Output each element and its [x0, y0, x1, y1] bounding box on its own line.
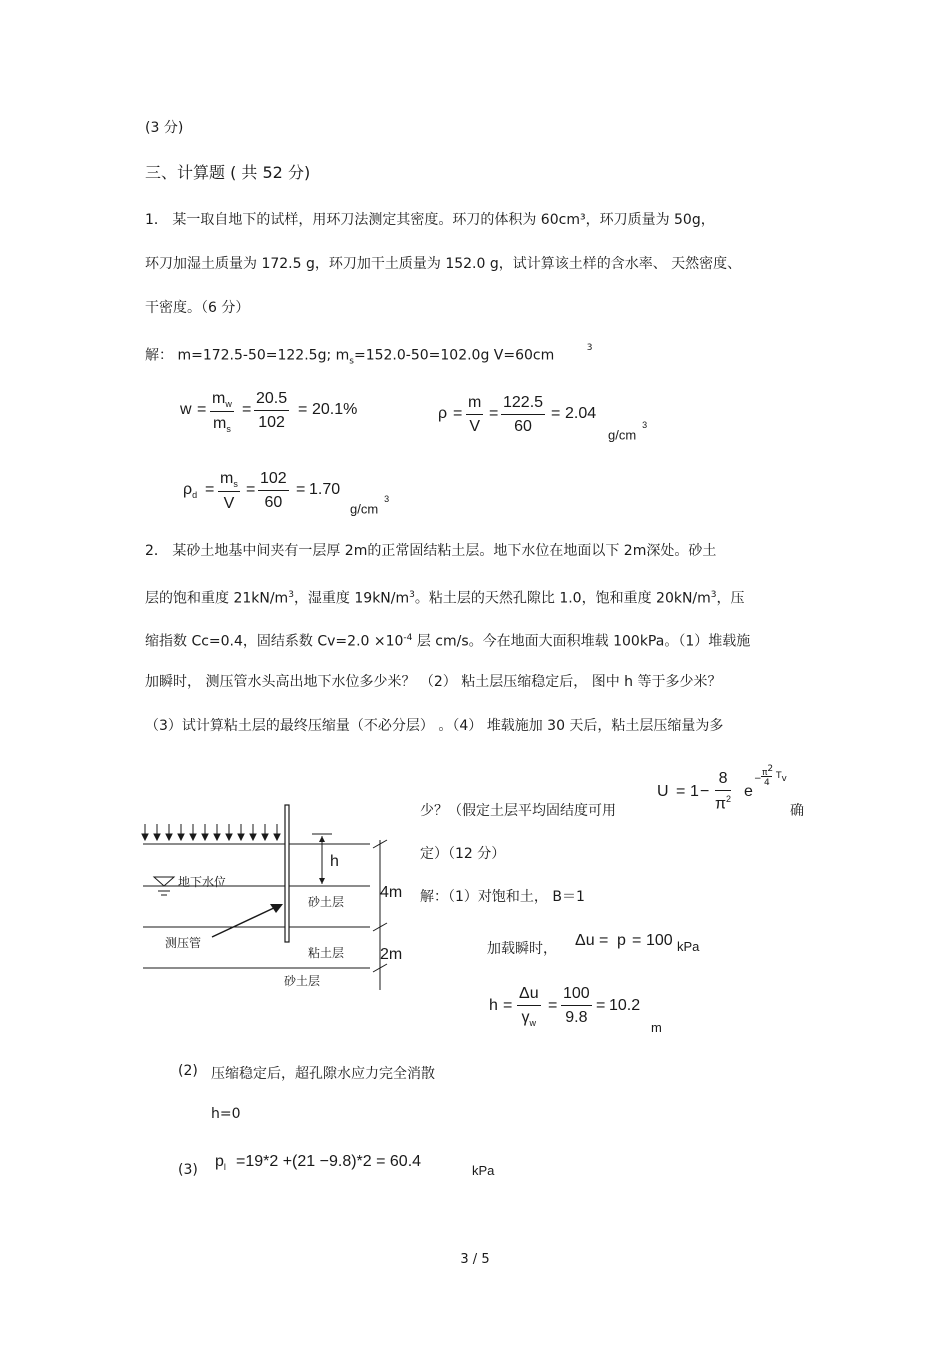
q2-line-5: （3）试计算粘土层的最终压缩量（不必分层） 。（4） 堆载施加 30 天后，粘土层压缩量为多 — [145, 718, 724, 734]
piezometer-tube — [285, 805, 289, 942]
q2-line-3: 缩指数 Cc=0.4，固结系数 $Cv=2.0 \times 10^{-4}$ 层 cm/s。今在地面大面积堆载 100kPa。（1）堆载施 — [145, 633, 751, 650]
q2-line-6-end: 确 — [790, 803, 804, 819]
U-exp-den: 4 — [764, 778, 770, 788]
h-fraction-2: $\frac{100}{9.8}$ — [563, 985, 590, 1026]
rho-lhs: ρ — [438, 405, 448, 422]
U-lhs: U — [657, 783, 669, 800]
q1-line-3: 干密度。（6 分） — [145, 300, 250, 316]
minus-sign: − — [754, 774, 762, 784]
q2-solution-1b: 加载瞬时， — [487, 941, 557, 957]
q2-line-1: 2． 某砂土地基中间夹有一层厚 2m的正常固结粘土层。地下水位在地面以下 2m深处。砂土 — [145, 543, 717, 559]
equals-sign: = — [197, 401, 207, 418]
diagram-h-label: h — [330, 853, 339, 870]
equals-sign: = — [676, 783, 686, 800]
equals-sign: = — [548, 997, 558, 1014]
part2-text: 压缩稳定后，超孔隙水应力完全消散 — [211, 1066, 435, 1082]
equals-sign: = — [632, 932, 642, 949]
p1-unit: kPa — [472, 1163, 495, 1178]
U-one: 1 — [690, 783, 699, 800]
upper-sand-label: 砂土层 — [308, 895, 345, 909]
q1-line-2: 环刀加湿土质量为 172.5 g，环刀加干土质量为 152.0 g，试计算该土样的含水率、 天然密度、 — [145, 256, 742, 272]
lower-sand-label: 砂土层 — [284, 974, 321, 988]
rhod-lhs: $\rho_d$ — [183, 481, 198, 501]
q2-line-7: 定）（12 分） — [420, 846, 506, 862]
U-e: e — [744, 783, 753, 800]
equals-sign: = — [596, 997, 606, 1014]
rho-fraction-2: $\frac{122.5}{60}$ — [503, 394, 544, 435]
w-fraction-1: $\frac{m_w}{m_s}$ — [212, 390, 232, 435]
du-unit: kPa — [677, 939, 700, 954]
w-lhs: w — [180, 401, 192, 418]
rhod-fraction-1: $\frac{m_s}{V}$ — [220, 470, 238, 513]
h-unit: m — [651, 1020, 662, 1035]
part2-h-zero: h=0 — [211, 1106, 241, 1122]
q1-solution-given — [145, 342, 593, 371]
q2-line-2: 层的饱和重度 $21kN/m^3$，湿重度 $19kN/m^3$。粘土层的天然孔隙比 1.0，饱和重度 $20kN/m^3$，压 — [145, 590, 745, 607]
equals-sign: = — [551, 405, 561, 422]
q1-sol-sup: 3 — [586, 343, 593, 353]
q1-sol-rest: =152.0-50=102.0g V=60cm — [353, 347, 555, 364]
piezometer-pointer — [212, 906, 278, 937]
U-fraction: $\frac{8}{\pi^2}$ — [715, 770, 732, 813]
du-mid: p — [617, 932, 626, 949]
minus-sign: − — [700, 783, 710, 800]
equals-sign: = — [298, 401, 308, 418]
soil-profile-diagram — [140, 800, 410, 995]
U-exp-num: $\pi^2$ — [762, 764, 774, 778]
p1-expression: =19*2 +(21 −9.8)*2 = 60.4 — [236, 1153, 422, 1170]
equals-sign: = — [246, 481, 256, 498]
U-exp-t: $T_v$ — [776, 771, 787, 784]
h-fraction-1: $\frac{\Delta u}{\gamma_w}$ — [519, 985, 539, 1029]
q1-sol-sub: s — [349, 356, 354, 367]
rhod-fraction-2: $\frac{102}{60}$ — [260, 470, 287, 511]
equals-sign: = — [599, 932, 609, 949]
diagram-4m-label: 4m — [380, 884, 403, 901]
page-number: 3 / 5 — [460, 1252, 490, 1267]
equals-sign: = — [296, 481, 306, 498]
part2-label: (2) — [178, 1063, 198, 1079]
equals-sign: = — [453, 405, 463, 422]
water-table-icon — [154, 877, 174, 886]
h-lhs: h — [489, 997, 498, 1014]
equals-sign: = — [205, 481, 215, 498]
section-heading: 三、计算题 ( 共 52 分) — [145, 163, 311, 182]
rhod-unit: $g/cm^3$ — [350, 494, 390, 517]
water-table-label: 地下水位 — [178, 875, 227, 889]
q2-solution-1: 解：（1）对饱和土， B＝1 — [420, 889, 585, 905]
equals-sign: = — [242, 401, 252, 418]
U-exp-bar — [761, 776, 772, 777]
q2-line-4: 加瞬时， 测压管水头高出地下水位多少米？ （2） 粘土层压缩稳定后， 图中 h 等于多少米？ — [145, 674, 722, 690]
p1-lhs: $p_l$ — [215, 1153, 226, 1173]
rho-unit: $g/cm^3$ — [608, 420, 648, 443]
equals-sign: = — [503, 997, 513, 1014]
rhod-result: 1.70 — [309, 481, 341, 498]
previous-question-score: (3 分) — [145, 120, 184, 136]
part3-label: (3) — [178, 1162, 198, 1178]
h-result: 10.2 — [609, 997, 641, 1014]
rho-result: 2.04 — [565, 405, 597, 422]
du-lhs: Δu — [575, 932, 595, 949]
clay-label: 粘土层 — [308, 946, 345, 960]
rho-fraction-1: $\frac{m}{V}$ — [468, 394, 482, 435]
q2-line-6: 少？（假定土层平均固结度可用 — [420, 803, 616, 819]
du-value: 100 — [646, 932, 673, 949]
q1-sol-prefix: 解： m=172.5-50=122.5g; m — [145, 347, 350, 364]
diagram-2m-label: 2m — [380, 946, 403, 963]
equals-sign: = — [489, 405, 499, 422]
piezometer-label: 测压管 — [165, 936, 202, 950]
w-result: 20.1% — [312, 401, 358, 418]
surcharge-arrows — [142, 824, 280, 840]
w-fraction-2: $\frac{20.5}{102}$ — [256, 390, 288, 431]
q1-line-1: 1． 某一取自地下的试样，用环刀法测定其密度。环刀的体积为 60cm³，环刀质量为 50g， — [145, 212, 715, 228]
